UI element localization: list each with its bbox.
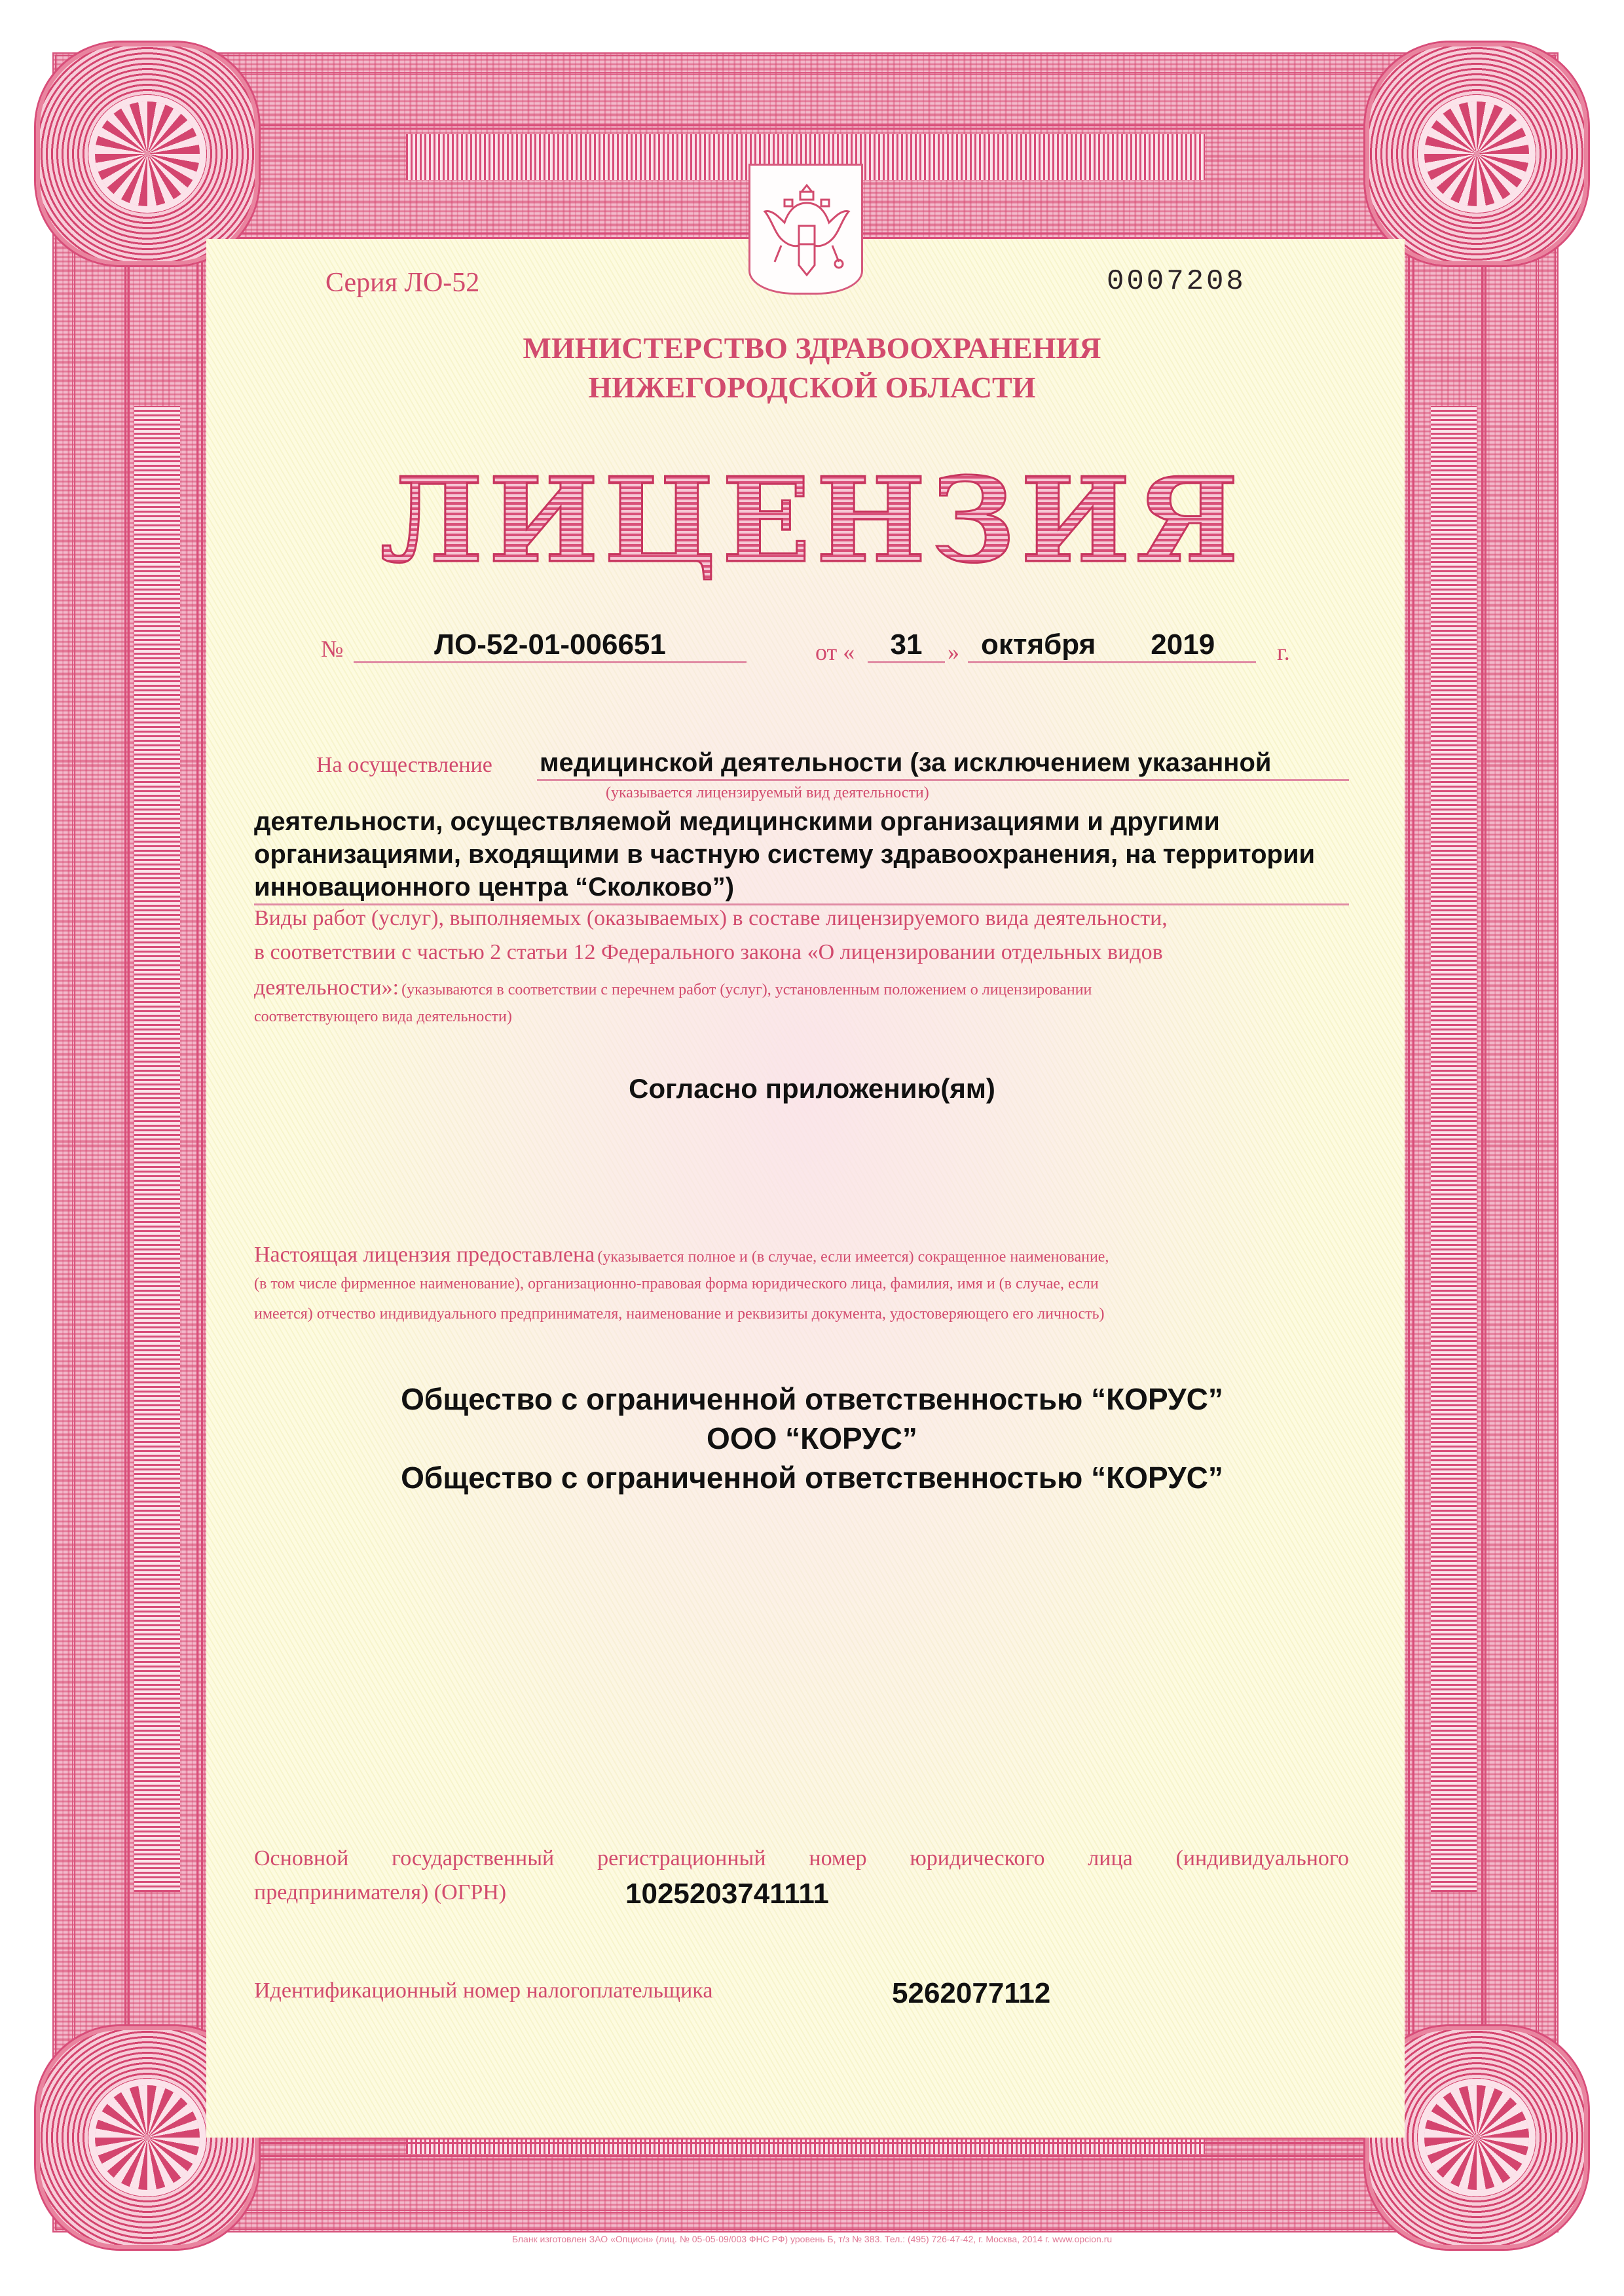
coat-of-arms-emblem-icon — [748, 164, 863, 295]
licensee-hint-2: (в том числе фирменное наименование), организационно-правовая форма юридического лица, фамилия, имя и (в случае, если — [254, 1275, 1099, 1292]
frame-stripe-right — [1431, 406, 1477, 1892]
document-title: ЛИЦЕНЗИЯ — [0, 452, 1624, 589]
works-value: Согласно приложению(ям) — [629, 1073, 995, 1104]
works-label-main: деятельности»: — [254, 975, 399, 1000]
licensee-brand-name: Общество с ограниченной ответственностью “КОРУС” — [401, 1461, 1223, 1495]
works-label-line-2: в соответствии с частью 2 статьи 12 Федерального закона «О лицензировании отдельных видов — [254, 940, 1163, 964]
activity-line-4: инновационного центра “Сколково”) — [254, 871, 1349, 905]
licensee-label-line-1 — [254, 1243, 1109, 1267]
works-label-line-1: Виды работ (услуг), выполняемых (оказываемых) в составе лицензируемого вида деятельности, — [254, 906, 1168, 930]
year-suffix: г. — [1277, 639, 1290, 665]
ogrn-label-line-2: предпринимателя) (ОГРН) — [254, 1880, 507, 1904]
licensee-hint-1: (указывается полное и (в случае, если имеется) сокращенное наименование, — [597, 1248, 1109, 1266]
issuer-line-1: МИНИСТЕРСТВО ЗДРАВООХРАНЕНИЯ — [523, 331, 1101, 365]
license-number: ЛО-52-01-006651 — [434, 629, 666, 661]
activity-hint: (указывается лицензируемый вид деятельности) — [606, 784, 929, 801]
date-year: 2019 — [1151, 629, 1215, 661]
works-label-hint-2: соответствующего вида деятельности) — [254, 1008, 512, 1025]
licensee-label: Настоящая лицензия предоставлена — [254, 1243, 595, 1267]
frame-stripe-left — [134, 406, 180, 1892]
inn-label: Идентификационный номер налогоплательщика — [254, 1978, 713, 2003]
activity-line-2: деятельности, осуществляемой медицинскими организациями и другими — [254, 807, 1220, 836]
date-prefix: от « — [815, 639, 855, 665]
date-month: октября — [981, 629, 1096, 661]
date-day-field — [868, 629, 945, 663]
corner-rosette-top-right — [1365, 43, 1588, 265]
number-sign: № — [321, 636, 344, 662]
inn-value: 5262077112 — [892, 1977, 1051, 2009]
activity-first-line: медицинской деятельности (за исключением указанной — [537, 746, 1349, 781]
date-month-year-field — [968, 629, 1256, 663]
licensee-short-name: ООО “КОРУС” — [707, 1421, 917, 1455]
licensee-hint-3: имеется) отчество индивидуального предпринимателя, наименование и реквизиты документа, удостоверяющего его личность) — [254, 1305, 1105, 1322]
issuer-line-2: НИЖЕГОРОДСКОЙ ОБЛАСТИ — [588, 371, 1036, 404]
corner-rosette-top-left — [36, 43, 259, 265]
works-label-hint: (указываются в соответствии с перечнем работ (услуг), установленным положением о лицензировании — [401, 981, 1092, 998]
ogrn-label-line-1: Основной государственный регистрационный номер юридического лица (индивидуального — [254, 1846, 1349, 1870]
date-day: 31 — [890, 629, 923, 661]
activity-line-3: организациями, входящими в частную систему здравоохранения, на территории — [254, 840, 1316, 869]
printer-note: Бланк изготовлен ЗАО «Опцион» (лиц. № 05-05-09/003 ФНС РФ) уровень Б, т/з № 383. Тел.: (495) 726-47-42, г. Москва, 2014 г. www.opcion.ru — [511, 2234, 1113, 2244]
licensee-full-name: Общество с ограниченной ответственностью “КОРУС” — [401, 1382, 1223, 1416]
works-label-line-3 — [254, 975, 1092, 1000]
license-number-field — [354, 629, 747, 663]
date-day-close: » — [948, 639, 959, 665]
blank-number: 0007208 — [1107, 265, 1246, 298]
activity-label: На осуществление — [316, 753, 492, 777]
series-label: Серия ЛО-52 — [325, 268, 480, 298]
double-headed-eagle-icon — [758, 173, 855, 285]
ogrn-value: 1025203741111 — [625, 1878, 829, 1910]
